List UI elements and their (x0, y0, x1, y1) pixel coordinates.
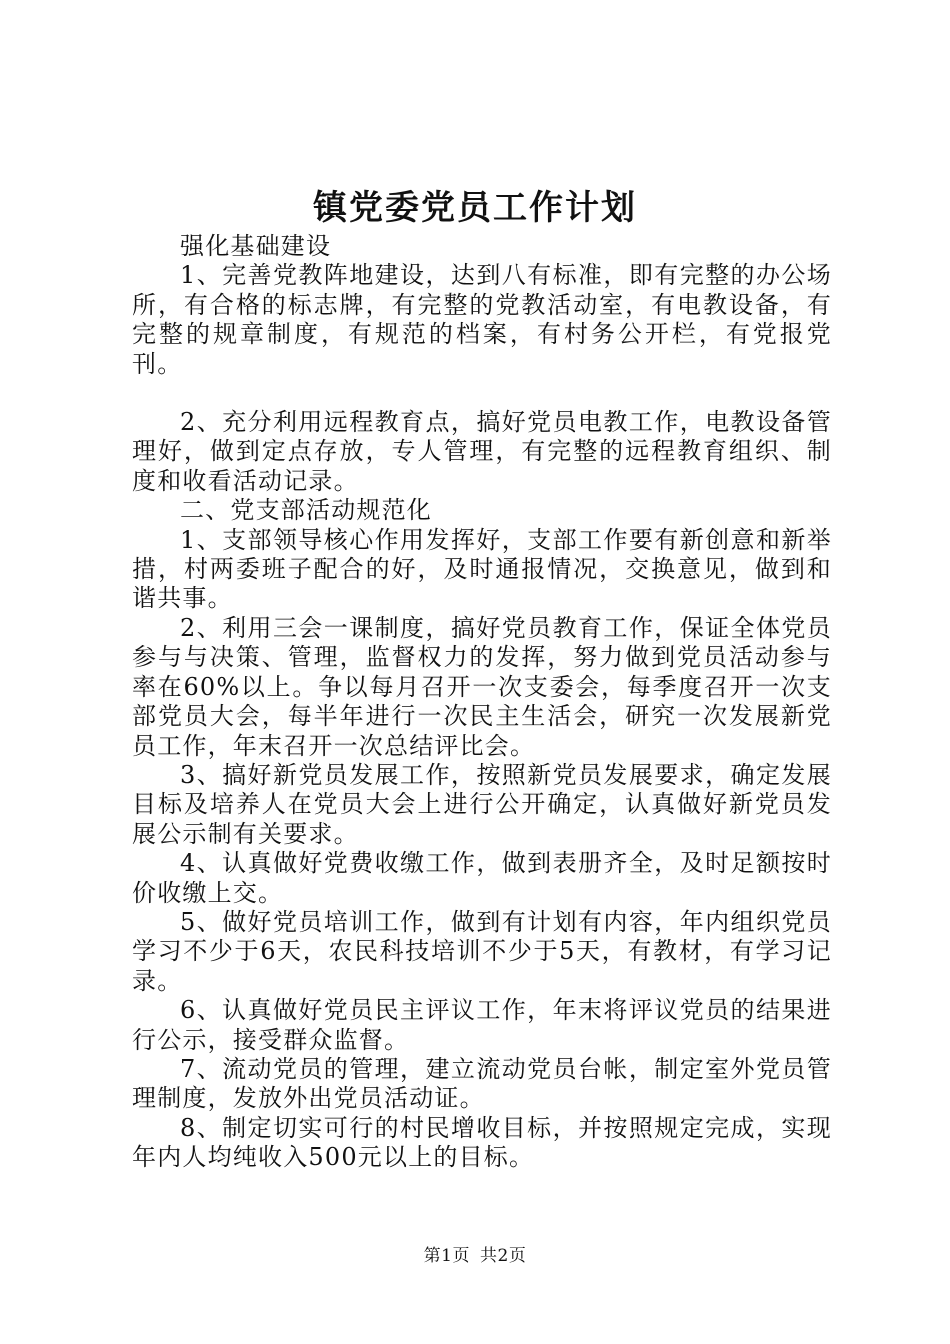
page-number: 第1页 (423, 1246, 470, 1266)
paragraph: 2、充分利用远程教育点，搞好党员电教工作，电教设备管理好，做到定点存放，专人管理，有完整的远程教育组织、制度和收看活动记录。 (132, 408, 832, 495)
paragraph: 3、搞好新党员发展工作，按照新党员发展要求，确定发展目标及培养人在党员大会上进行公开确定，认真做好新党员发展公示制有关要求。 (132, 760, 832, 848)
paragraph: 4、认真做好党费收缴工作，做到表册齐全，及时足额按时价收缴上交。 (132, 849, 832, 907)
section-heading: 强化基础建设 (180, 232, 332, 260)
paragraph: 8、制定切实可行的村民增收目标，并按照规定完成，实现年内人均纯收入500元以上的目标。 (132, 1113, 832, 1172)
paragraph: 5、做好党员培训工作，做到有计划有内容，年内组织党员学习不少于6天，农民科技培训不少于5天，有教材，有学习记录。 (132, 907, 832, 995)
page-total: 共2页 (480, 1246, 527, 1266)
paragraph: 1、完善党教阵地建设，达到八有标准，即有完整的办公场所，有合格的标志牌，有完整的党教活动室，有电教设备，有完整的规章制度，有规范的档案，有村务公开栏，有党报党刊。 (132, 261, 832, 378)
paragraph: 7、流动党员的管理，建立流动党员台帐，制定室外党员管理制度，发放外出党员活动证。 (132, 1054, 832, 1113)
document-body (132, 232, 832, 1173)
paragraph: 6、认真做好党员民主评议工作，年末将评议党员的结果进行公示，接受群众监督。 (132, 996, 832, 1054)
document-title: 镇党委党员工作计划 (313, 188, 637, 228)
paragraph: 2、利用三会一课制度，搞好党员教育工作，保证全体党员参与与决策、管理，监督权力的发挥，努力做到党员活动参与率在60%以上。争以每月召开一次支委会，每季度召开一次支部党员大会，每半年进行一次民主生活会，研究一次发展新党员工作，年末召开一次总结评比会。 (132, 613, 832, 760)
page-footer (0, 1244, 950, 1268)
section-heading: 二、党支部活动规范化 (180, 496, 432, 525)
paragraph: 1、支部领导核心作用发挥好，支部工作要有新创意和新举措，村两委班子配合的好，及时通报情况，交换意见，做到和谐共事。 (132, 525, 832, 613)
